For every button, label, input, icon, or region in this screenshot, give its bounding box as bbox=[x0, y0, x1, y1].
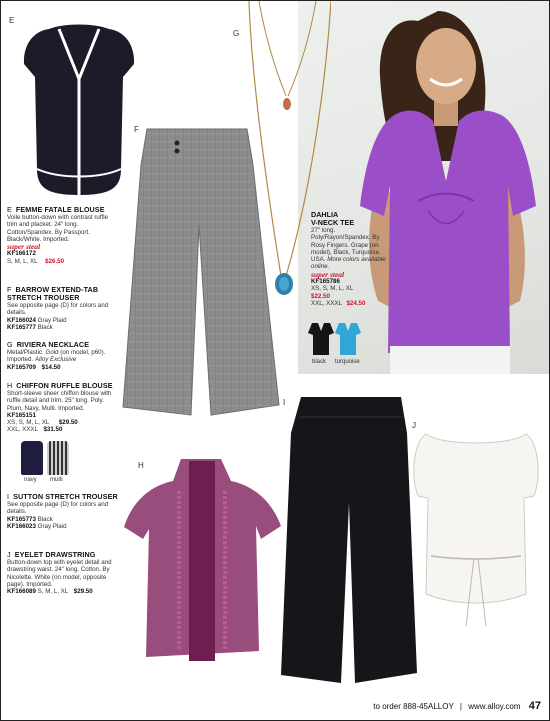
label-j: J bbox=[412, 421, 416, 430]
entry-i-desc: See opposite page (D) for colors and details. bbox=[7, 501, 109, 516]
entry-e-sizes: S, M, L, XL bbox=[7, 257, 38, 265]
entry-f-sku1: KF166024 bbox=[7, 316, 36, 324]
entry-g-desc: Metal/Plastic. Gold (on model, p60). Imported. bbox=[7, 349, 106, 364]
entry-f bbox=[7, 286, 119, 331]
chiffon-ruffle-blouse-photo bbox=[121, 451, 286, 667]
label-i: I bbox=[283, 398, 286, 407]
dahlia-price1: $22.50 bbox=[311, 292, 330, 300]
footer-separator: | bbox=[459, 702, 462, 711]
entry-g-price: $14.50 bbox=[41, 363, 61, 371]
entry-e-letter: E bbox=[7, 205, 12, 214]
entry-e-desc: Voile button-down with contrast ruffle trim and placket. 24" long. Cotton/Spandex. By Passport. Black/White. Imported. bbox=[7, 214, 109, 243]
entry-f-desc: See opposite page (D) for colors and details. bbox=[7, 302, 109, 317]
label-h: H bbox=[138, 461, 144, 470]
entry-f-var2: Black bbox=[37, 323, 53, 331]
swatch-navy-image bbox=[21, 441, 43, 475]
dahlia-price2: $24.50 bbox=[346, 299, 366, 307]
entry-i-var1: Black bbox=[37, 515, 53, 523]
entry-i-name: SUTTON STRETCH TROUSER bbox=[13, 492, 118, 501]
swatch-navy-label: navy bbox=[24, 477, 37, 483]
entry-e-sku: KF166172 bbox=[7, 250, 36, 258]
entry-i-letter: I bbox=[7, 492, 10, 501]
swatch-black-image bbox=[308, 321, 334, 357]
entry-j-price: $29.50 bbox=[73, 588, 93, 596]
entry-j-sku: KF166089 bbox=[7, 588, 36, 596]
label-g: G bbox=[233, 29, 240, 38]
entry-h-price2: $31.50 bbox=[43, 426, 63, 434]
entry-h-letter: H bbox=[7, 381, 13, 390]
entry-h-sku: KF165151 bbox=[7, 411, 36, 419]
model-grape-tee-photo bbox=[298, 1, 549, 374]
entry-h-desc: Short-sleeve sheer chiffon blouse with ruffle detail and trim. 25" long. Poly. Plum, Navy, Multi. Imported. bbox=[7, 390, 112, 412]
dahlia-swatches bbox=[308, 321, 368, 371]
order-phone: to order 888-45ALLOY bbox=[373, 702, 454, 711]
dahlia-desc: 27" long. Poly/Rayon/Spandex. By Rosy Fingers. Grape (on model), Black, Turquoise. USA. bbox=[311, 227, 381, 264]
entry-j-sizes: S, M, L, XL bbox=[37, 588, 69, 596]
entry-g-sku: KF165709 bbox=[7, 363, 36, 371]
swatch-multi-label: multi bbox=[50, 477, 63, 483]
entry-f-letter: F bbox=[7, 285, 12, 294]
dahlia-badge: super steal bbox=[311, 269, 345, 279]
entry-e-name: FEMME FATALE BLOUSE bbox=[15, 205, 105, 214]
entry-g-exclusive: Alloy Exclusive bbox=[34, 356, 77, 364]
dahlia-sku: KF165786 bbox=[311, 278, 340, 286]
entry-g-letter: G bbox=[7, 340, 13, 349]
barrow-stretch-trouser-photo bbox=[119, 125, 281, 417]
dahlia-caption bbox=[311, 211, 391, 307]
page-number: 47 bbox=[528, 700, 541, 712]
entry-j-letter: J bbox=[7, 550, 11, 559]
entry-j bbox=[7, 551, 119, 595]
swatch-multi-image bbox=[47, 441, 69, 475]
entry-g-name: RIVIERA NECKLACE bbox=[16, 340, 90, 349]
entry-i-var2: Gray Plaid bbox=[37, 522, 67, 530]
dahlia-sizes1: XS, S, M, L, XL bbox=[311, 285, 354, 293]
sutton-stretch-trouser-photo bbox=[279, 393, 419, 685]
entry-h-price1: $29.50 bbox=[58, 419, 78, 427]
entry-i-sku1: KF165773 bbox=[7, 515, 36, 523]
entry-i-sku2: KF166023 bbox=[7, 522, 36, 530]
website-link[interactable]: www.alloy.com bbox=[468, 702, 521, 711]
dahlia-sizes2: XXL, XXXL bbox=[311, 299, 342, 307]
entry-e-badge: super steal bbox=[7, 242, 41, 252]
entry-j-name: EYELET DRAWSTRING bbox=[14, 550, 96, 559]
entry-i bbox=[7, 493, 119, 530]
entry-f-var1: Gray Plaid bbox=[37, 316, 67, 324]
dahlia-name1: DAHLIA bbox=[311, 210, 339, 219]
entry-e-price: $26.50 bbox=[45, 257, 65, 265]
swatch-turquoise-label: turquoise bbox=[335, 359, 360, 365]
label-f: F bbox=[134, 125, 139, 134]
entry-j-desc: Button-down top with eyelet detail and drawstring waist. 24" long. Cotton. By Nicolette. White (on model, opposite page). Imported. bbox=[7, 559, 112, 588]
entry-h bbox=[7, 382, 119, 434]
eyelet-drawstring-top-photo bbox=[406, 426, 546, 636]
entry-h-sizes1: XS, S, M, L, XL bbox=[7, 419, 50, 427]
dahlia-name2: V-NECK TEE bbox=[311, 218, 355, 227]
swatch-turquoise-image bbox=[335, 321, 361, 357]
entry-f-name: BARROW EXTEND-TAB STRETCH TROUSER bbox=[7, 285, 99, 302]
swatch-black-label: black bbox=[312, 359, 327, 365]
label-e: E bbox=[9, 16, 15, 25]
entry-h-name: CHIFFON RUFFLE BLOUSE bbox=[16, 381, 113, 390]
entry-e bbox=[7, 206, 119, 265]
entry-f-sku2: KF165777 bbox=[7, 323, 36, 331]
dahlia-more: More colors available online. bbox=[311, 256, 386, 271]
entry-g bbox=[7, 341, 119, 371]
entry-h-sizes2: XXL, XXXL bbox=[7, 426, 38, 434]
page-footer bbox=[373, 700, 541, 712]
